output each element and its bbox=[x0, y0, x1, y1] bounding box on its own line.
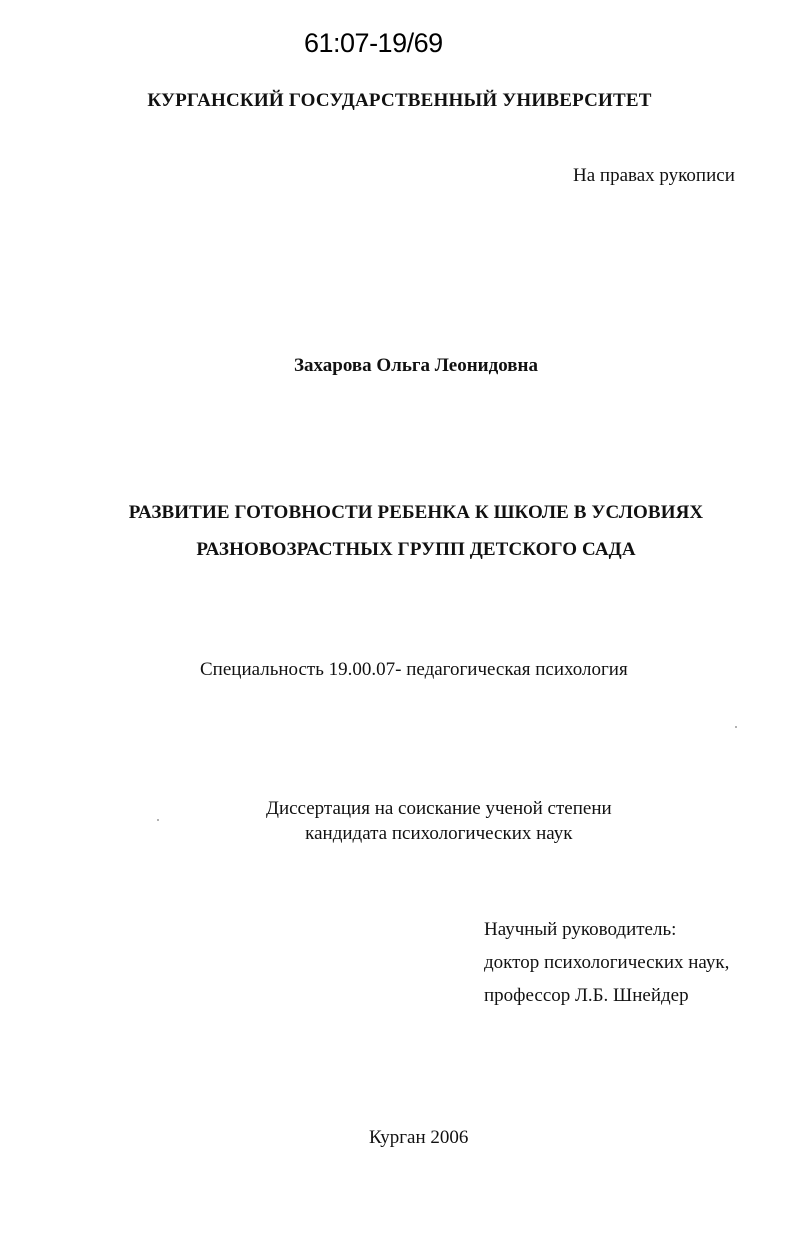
specialty-line: Специальность 19.00.07- педагогическая психология bbox=[200, 659, 628, 680]
supervisor-label: Научный руководитель: bbox=[484, 919, 677, 940]
supervisor-degree: доктор психологических наук, bbox=[484, 952, 730, 973]
degree-statement-line-2: кандидата психологических наук bbox=[305, 823, 573, 844]
university-name: КУРГАНСКИЙ ГОСУДАРСТВЕННЫЙ УНИВЕРСИТЕТ bbox=[147, 90, 652, 111]
city-year: Курган 2006 bbox=[369, 1127, 469, 1148]
manuscript-rights-note: На правах рукописи bbox=[573, 165, 735, 186]
degree-statement-line-1: Диссертация на соискание ученой степени bbox=[266, 798, 612, 819]
catalog-number: 61:07-19/69 bbox=[304, 28, 443, 58]
supervisor-block bbox=[484, 913, 729, 1012]
title-line-1: РАЗВИТИЕ ГОТОВНОСТИ РЕБЕНКА К ШКОЛЕ В УСЛОВИЯХ bbox=[128, 502, 704, 523]
supervisor-name: профессор Л.Б. Шнейдер bbox=[484, 985, 689, 1006]
author-name: Захарова Ольга Леонидовна bbox=[294, 355, 538, 376]
scan-speck bbox=[735, 726, 737, 728]
dissertation-title bbox=[0, 494, 799, 568]
degree-statement bbox=[266, 796, 612, 846]
title-line-2: РАЗНОВОЗРАСТНЫХ ГРУПП ДЕТСКОГО САДА bbox=[196, 539, 636, 560]
scan-speck bbox=[157, 819, 159, 821]
